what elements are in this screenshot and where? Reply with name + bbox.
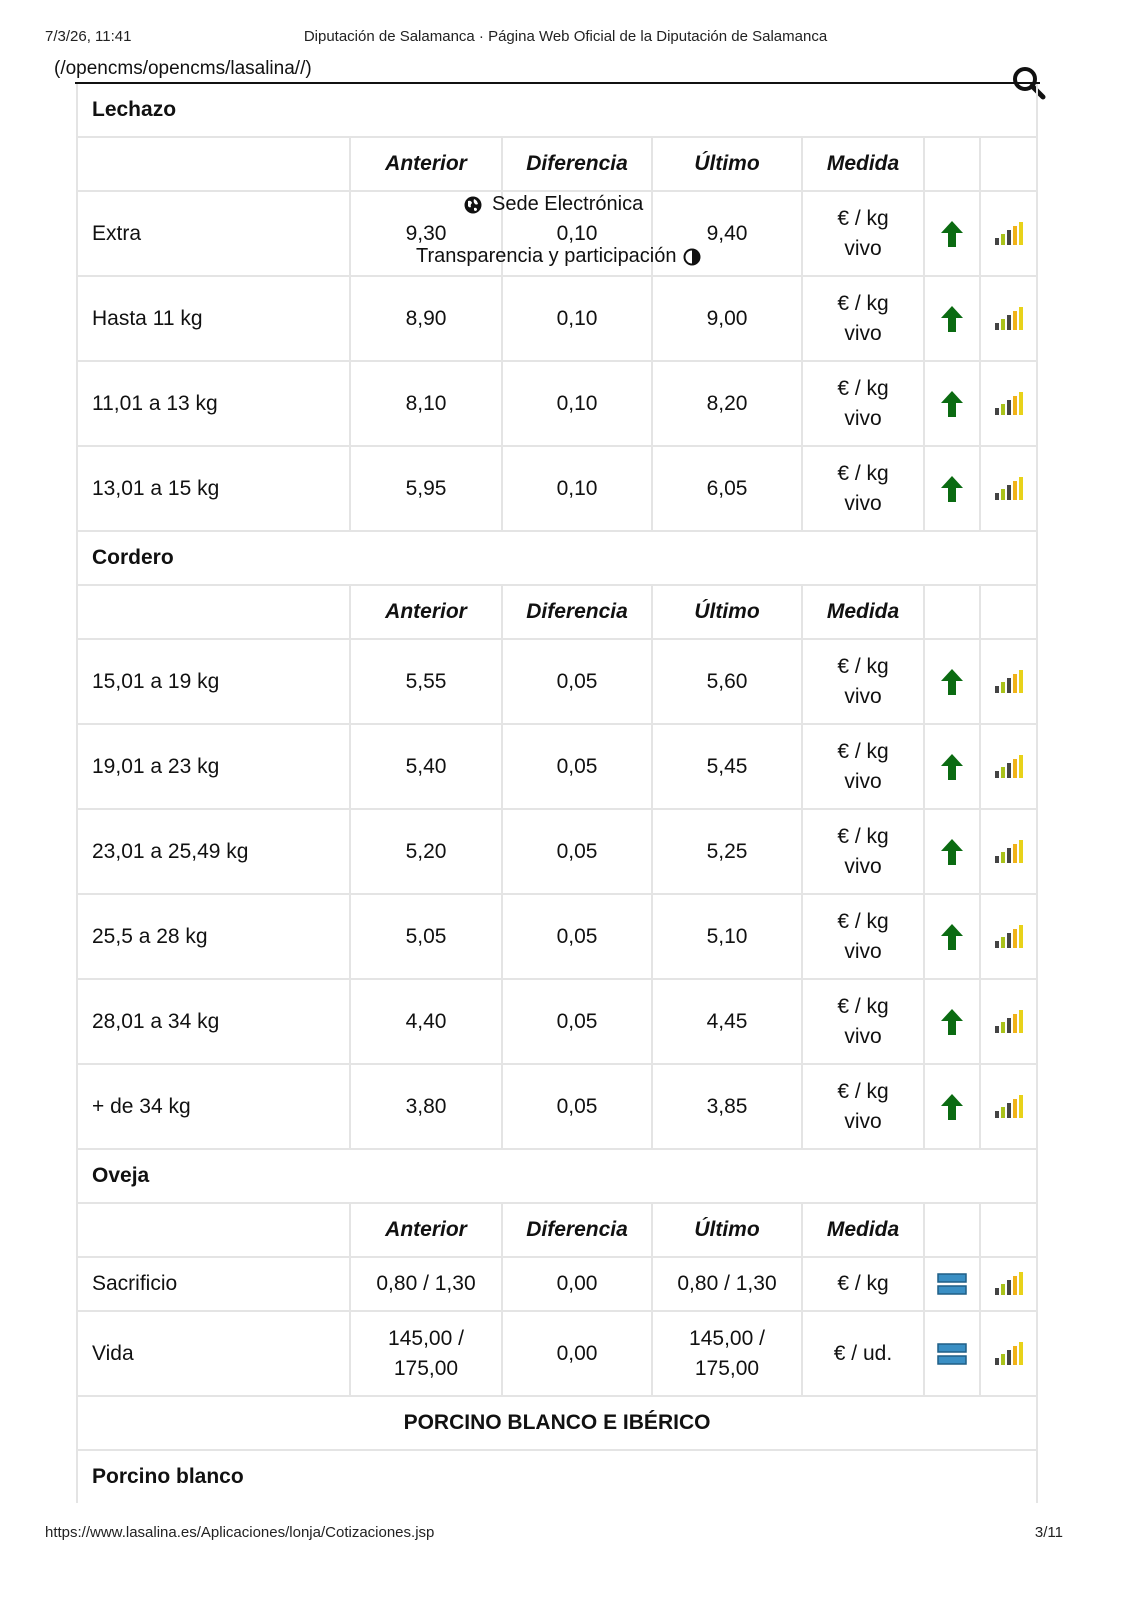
medida-value: € / kg bbox=[802, 1257, 924, 1311]
print-url: https://www.lasalina.es/Aplicaciones/lonja/Cotizaciones.jsp bbox=[45, 1524, 435, 1541]
anterior-value: 5,05 bbox=[350, 894, 502, 979]
bar-chart-icon[interactable] bbox=[980, 639, 1037, 724]
section-lechazo bbox=[77, 84, 1037, 137]
header-diferencia: Diferencia bbox=[502, 1203, 652, 1257]
sede-link[interactable] bbox=[464, 193, 643, 216]
equal-icon bbox=[924, 1257, 980, 1311]
header-ultimo: Último bbox=[652, 1203, 802, 1257]
anterior-value: 145,00 / 175,00 bbox=[350, 1311, 502, 1396]
diferencia-value: 0,05 bbox=[502, 979, 652, 1064]
anterior-value: 9,30 bbox=[350, 191, 502, 276]
row-name: Sacrificio bbox=[77, 1257, 350, 1311]
sede-label: Sede Electrónica bbox=[492, 193, 644, 215]
table-row bbox=[77, 1311, 1037, 1396]
arrow-up-icon bbox=[924, 276, 980, 361]
diferencia-value: 0,10 bbox=[502, 276, 652, 361]
header-anterior: Anterior bbox=[350, 585, 502, 639]
diferencia-value: 0,05 bbox=[502, 809, 652, 894]
category-heading-row bbox=[77, 1396, 1037, 1450]
header-diferencia: Diferencia bbox=[502, 137, 652, 191]
table-row bbox=[77, 724, 1037, 809]
header-anterior: Anterior bbox=[350, 1203, 502, 1257]
table-row bbox=[77, 361, 1037, 446]
ultimo-value: 5,10 bbox=[652, 894, 802, 979]
transparencia-link[interactable] bbox=[416, 245, 701, 268]
medida-value: € / kg vivo bbox=[802, 361, 924, 446]
row-name: 13,01 a 15 kg bbox=[77, 446, 350, 531]
table-row bbox=[77, 894, 1037, 979]
table-row bbox=[77, 446, 1037, 531]
category-heading: PORCINO BLANCO E IBÉRICO bbox=[77, 1396, 1037, 1450]
medida-value: € / kg vivo bbox=[802, 979, 924, 1064]
anterior-value: 5,55 bbox=[350, 639, 502, 724]
diferencia-value: 0,05 bbox=[502, 894, 652, 979]
medida-value: € / kg vivo bbox=[802, 1064, 924, 1149]
arrow-up-icon bbox=[924, 191, 980, 276]
section-title: Cordero bbox=[77, 531, 1037, 585]
row-name: 25,5 a 28 kg bbox=[77, 894, 350, 979]
header-ultimo: Último bbox=[652, 137, 802, 191]
arrow-up-icon bbox=[924, 724, 980, 809]
ultimo-value: 5,25 bbox=[652, 809, 802, 894]
ultimo-value: 145,00 / 175,00 bbox=[652, 1311, 802, 1396]
table-row bbox=[77, 276, 1037, 361]
price-table bbox=[76, 84, 1038, 1503]
section-title: Oveja bbox=[77, 1149, 1037, 1203]
diferencia-value: 0,10 bbox=[502, 361, 652, 446]
ultimo-value: 3,85 bbox=[652, 1064, 802, 1149]
table-row bbox=[77, 1064, 1037, 1149]
row-name: + de 34 kg bbox=[77, 1064, 350, 1149]
bar-chart-icon[interactable] bbox=[980, 191, 1037, 276]
arrow-up-icon bbox=[924, 1064, 980, 1149]
home-link[interactable]: (/opencms/opencms/lasalina//) bbox=[54, 58, 312, 79]
arrow-up-icon bbox=[924, 894, 980, 979]
bar-chart-icon[interactable] bbox=[980, 724, 1037, 809]
diferencia-value: 0,05 bbox=[502, 1064, 652, 1149]
section-title: Lechazo bbox=[77, 84, 1037, 137]
bar-chart-icon[interactable] bbox=[980, 1311, 1037, 1396]
ultimo-value: 8,20 bbox=[652, 361, 802, 446]
print-date: 7/3/26, 11:41 bbox=[45, 28, 132, 45]
section-porcino-blanco bbox=[77, 1450, 1037, 1503]
arrow-up-icon bbox=[924, 639, 980, 724]
diferencia-value: 0,10 bbox=[502, 191, 652, 276]
equal-icon bbox=[924, 1311, 980, 1396]
medida-value: € / kg vivo bbox=[802, 446, 924, 531]
header-medida: Medida bbox=[802, 585, 924, 639]
anterior-value: 5,20 bbox=[350, 809, 502, 894]
table-row bbox=[77, 639, 1037, 724]
bar-chart-icon[interactable] bbox=[980, 276, 1037, 361]
medida-value: € / kg vivo bbox=[802, 724, 924, 809]
arrow-up-icon bbox=[924, 979, 980, 1064]
arrow-up-icon bbox=[924, 361, 980, 446]
header-row bbox=[77, 585, 1037, 639]
arrow-up-icon bbox=[924, 446, 980, 531]
ultimo-value: 5,60 bbox=[652, 639, 802, 724]
row-name: 19,01 a 23 kg bbox=[77, 724, 350, 809]
diferencia-value: 0,10 bbox=[502, 446, 652, 531]
bar-chart-icon[interactable] bbox=[980, 446, 1037, 531]
medida-value: € / kg vivo bbox=[802, 276, 924, 361]
bar-chart-icon[interactable] bbox=[980, 809, 1037, 894]
row-name: 15,01 a 19 kg bbox=[77, 639, 350, 724]
anterior-value: 8,90 bbox=[350, 276, 502, 361]
header-diferencia: Diferencia bbox=[502, 585, 652, 639]
medida-value: € / kg vivo bbox=[802, 809, 924, 894]
header-medida: Medida bbox=[802, 1203, 924, 1257]
table-row bbox=[77, 979, 1037, 1064]
bar-chart-icon[interactable] bbox=[980, 1064, 1037, 1149]
ultimo-value: 9,00 bbox=[652, 276, 802, 361]
anterior-value: 8,10 bbox=[350, 361, 502, 446]
diferencia-value: 0,00 bbox=[502, 1311, 652, 1396]
bar-chart-icon[interactable] bbox=[980, 979, 1037, 1064]
header-medida: Medida bbox=[802, 137, 924, 191]
medida-value: € / kg vivo bbox=[802, 191, 924, 276]
bar-chart-icon[interactable] bbox=[980, 894, 1037, 979]
bar-chart-icon[interactable] bbox=[980, 361, 1037, 446]
bar-chart-icon[interactable] bbox=[980, 1257, 1037, 1311]
ultimo-value: 0,80 / 1,30 bbox=[652, 1257, 802, 1311]
section-title: Porcino blanco bbox=[77, 1450, 1037, 1503]
anterior-value: 4,40 bbox=[350, 979, 502, 1064]
ultimo-value: 6,05 bbox=[652, 446, 802, 531]
anterior-value: 5,40 bbox=[350, 724, 502, 809]
arrow-up-icon bbox=[924, 809, 980, 894]
header-anterior: Anterior bbox=[350, 137, 502, 191]
row-name: Hasta 11 kg bbox=[77, 276, 350, 361]
row-name: 11,01 a 13 kg bbox=[77, 361, 350, 446]
print-page-number: 3/11 bbox=[1034, 1524, 1063, 1541]
row-name: Extra bbox=[77, 191, 350, 276]
row-name: 23,01 a 25,49 kg bbox=[77, 809, 350, 894]
section-oveja bbox=[77, 1149, 1037, 1203]
contrast-icon bbox=[683, 248, 701, 266]
ultimo-value: 5,45 bbox=[652, 724, 802, 809]
table-row bbox=[77, 809, 1037, 894]
section-cordero bbox=[77, 531, 1037, 585]
anterior-value: 5,95 bbox=[350, 446, 502, 531]
transparencia-label: Transparencia y participación bbox=[416, 245, 677, 267]
row-name: 28,01 a 34 kg bbox=[77, 979, 350, 1064]
ultimo-value: 4,45 bbox=[652, 979, 802, 1064]
header-row bbox=[77, 1203, 1037, 1257]
diferencia-value: 0,00 bbox=[502, 1257, 652, 1311]
medida-value: € / kg vivo bbox=[802, 894, 924, 979]
print-header bbox=[0, 28, 1131, 48]
header-ultimo: Último bbox=[652, 585, 802, 639]
diferencia-value: 0,05 bbox=[502, 724, 652, 809]
anterior-value: 0,80 / 1,30 bbox=[350, 1257, 502, 1311]
print-title: Diputación de Salamanca · Página Web Oficial de la Diputación de Salamanca bbox=[303, 28, 828, 45]
diferencia-value: 0,05 bbox=[502, 639, 652, 724]
row-name: Vida bbox=[77, 1311, 350, 1396]
globe-icon bbox=[464, 196, 482, 214]
header-row bbox=[77, 137, 1037, 191]
ultimo-value: 9,40 bbox=[652, 191, 802, 276]
anterior-value: 3,80 bbox=[350, 1064, 502, 1149]
medida-value: € / kg vivo bbox=[802, 639, 924, 724]
medida-value: € / ud. bbox=[802, 1311, 924, 1396]
table-row bbox=[77, 1257, 1037, 1311]
